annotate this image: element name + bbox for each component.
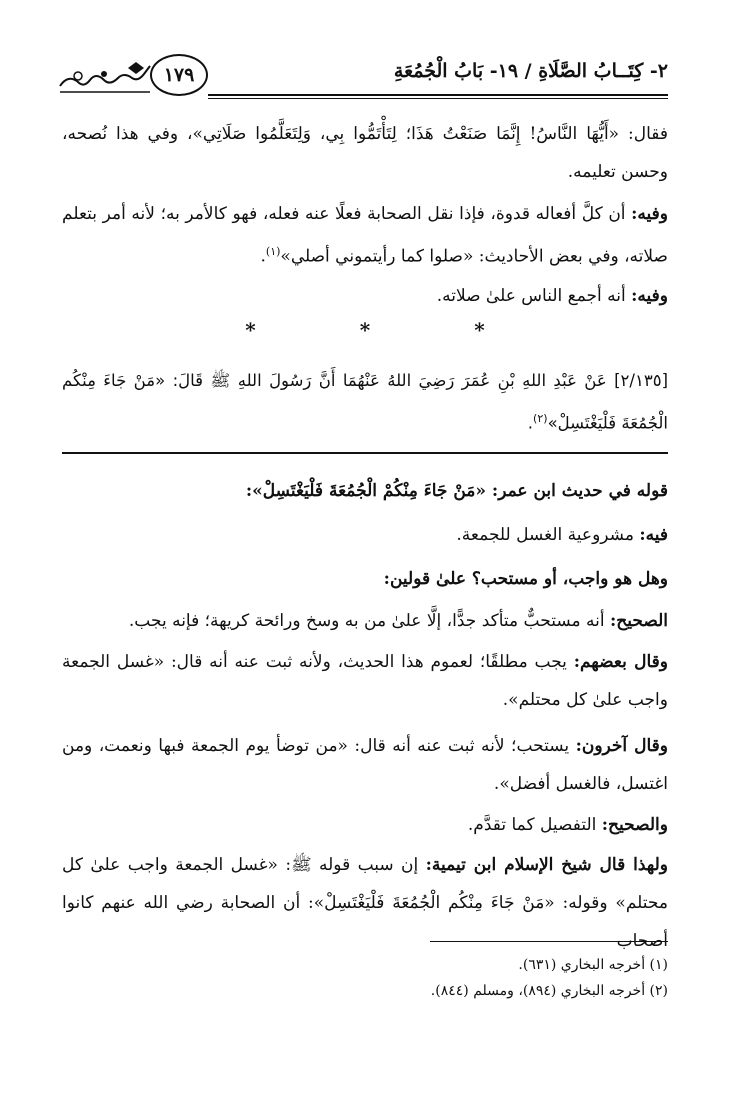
- page-number: ١٧٩: [150, 54, 208, 96]
- paragraph-example: وفيه: أن كلَّ أفعاله قدوة، فإذا نقل الصحابة فعلًا عنه فعله، فهو كالأمر به؛ لأنه أمر بتعلم صلاته، وفي بعض الأحاديث: «صلوا كما رأيتموني أصلي»$^{(١)}$.: [62, 204, 668, 267]
- commentary-text: قوله في حديث ابن عمر: «مَنْ جَاءَ مِنْكُمْ الْجُمُعَةَ فَلْيَغْتَسِلْ»:: [245, 481, 668, 501]
- commentary-paragraph: فيه: مشروعية الغسل للجمعة.: [456, 525, 668, 545]
- footnote-item: (٢) أخرجه البخاري (٨٩٤)، ومسلم (٨٤٤).: [430, 983, 668, 999]
- paragraph-sermon: [62, 115, 668, 191]
- commentary-heading: [62, 472, 668, 510]
- running-header: [58, 52, 668, 98]
- footnote-item: (١) أخرجه البخاري (٦٣١).: [518, 957, 668, 973]
- header-rule-thin: [208, 98, 668, 99]
- paragraph-text: أن كلَّ أفعاله قدوة، فإذا نقل الصحابة فعلًا عنه فعله، فهو كالأمر به؛ لأنه أمر بتعلم صلاته، وفي بعض الأحاديث: «صلوا كما رأيتموني أصلي»: [62, 204, 668, 267]
- commentary-paragraph: والصحيح: التفصيل كما تقدَّم.: [467, 815, 668, 835]
- header-rule: [208, 94, 668, 96]
- paragraph-gathering: [62, 277, 668, 315]
- footnotes: [62, 952, 668, 1004]
- footnote-rule: [430, 941, 668, 942]
- commentary-paragraph: الصحيح: أنه مستحبٌّ متأكد جدًّا، إلَّا علىٰ من به وسخ ورائحة كريهة؛ فإنه يجب.: [128, 611, 668, 631]
- section-divider: [62, 452, 668, 454]
- separator-star: *: [359, 318, 371, 342]
- hadith-body: [٢/١٣٥] عَنْ عَبْدِ اللهِ بْنِ عُمَرَ رَضِيَ اللهُ عَنْهُمَا أَنَّ رَسُولَ اللهِ ﷺ قَالَ: «مَنْ جَاءَ مِنْكُم الْجُمُعَةَ فَلْيَغْتَسِلْ»: [62, 371, 668, 433]
- paragraph-text: أنه أجمع الناس علىٰ صلاته.: [436, 286, 632, 306]
- paragraph-text: فقال: «أَيُّهَا النَّاسُ! إِنَّمَا صَنَعْتُ هَذَا؛ لِتَأْتَمُّوا بِي، وَلِتَعَلَّمُوا صَلَاتِي»، وفي هذا نُصحه، وحسن تعليمه.: [62, 124, 668, 182]
- commentary-paragraph: ولهذا قال شيخ الإسلام ابن تيمية: إن سبب قوله ﷺ: «غسل الجمعة واجب علىٰ كل محتلم» وقوله: «مَنْ جَاءَ مِنْكُم الْجُمُعَةَ فَلْيَغْتَسِلْ»: أن الصحابة رضي الله عنهم كانوا أصحاب: [62, 855, 668, 951]
- chapter-title: ٢- كِتَــابُ الصَّلَاةِ / ١٩- بَابُ الْجُمُعَةِ: [393, 60, 668, 82]
- footnote-ref-2: (٢): [533, 412, 548, 425]
- commentary-paragraph: وقال آخرون: يستحب؛ لأنه ثبت عنه أنه قال: «من توضأ يوم الجمعة فبها ونعمت، ومن اغتسل، فالغسل أفضل».: [62, 736, 668, 794]
- paragraph-lead: وفيه:: [631, 204, 668, 224]
- section-separator: [62, 318, 668, 342]
- separator-star: *: [474, 318, 485, 342]
- footnote-ref-1: (١): [265, 245, 281, 258]
- ornament-flourish-icon: [58, 60, 154, 94]
- paragraph-lead: وفيه:: [631, 286, 668, 306]
- hadith-text: [٢/١٣٥] عَنْ عَبْدِ اللهِ بْنِ عُمَرَ رَضِيَ اللهُ عَنْهُمَا أَنَّ رَسُولَ اللهِ ﷺ قَالَ: «مَنْ جَاءَ مِنْكُم الْجُمُعَةَ فَلْيَغْتَسِلْ»$^{(٢)}$.: [62, 371, 668, 433]
- commentary-paragraph: وهل هو واجب، أو مستحب؟ علىٰ قولين:: [383, 569, 668, 589]
- commentary-paragraph: وقال بعضهم: يجب مطلقًا؛ لعموم هذا الحديث، ولأنه ثبت عنه أنه قال: «غسل الجمعة واجب علىٰ كل محتلم».: [62, 652, 668, 710]
- separator-star: *: [245, 318, 256, 342]
